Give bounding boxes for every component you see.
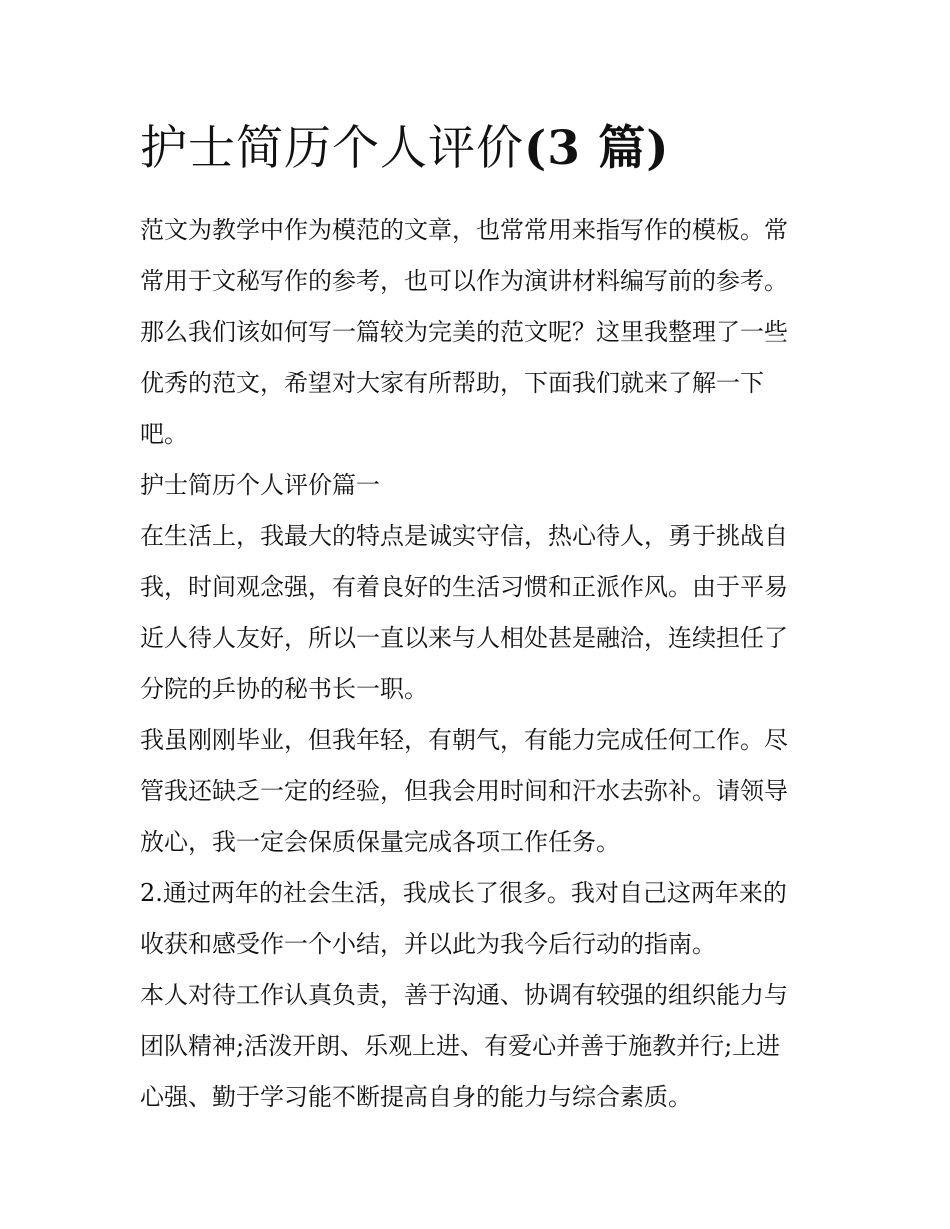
text-line: 收获和感受作一个小结，并以此为我今后行动的指南。	[140, 930, 716, 958]
text-line: 在生活上，我最大的特点是诚实守信，热心待人，勇于挑战自	[140, 522, 788, 550]
text-line: 常用于文秘写作的参考，也可以作为演讲材料编写前的参考。	[140, 267, 788, 295]
text-line: 心强、勤于学习能不断提高自身的能力与综合素质。	[140, 1083, 692, 1111]
document-body	[140, 205, 820, 1123]
text-line: 放心，我一定会保质保量完成各项工作任务。	[140, 828, 620, 856]
text-line: 我，时间观念强，有着良好的生活习惯和正派作风。由于平易	[140, 573, 788, 601]
text-line: 本人对待工作认真负责，善于沟通、协调有较强的组织能力与	[140, 981, 788, 1009]
text-line: 2.通过两年的社会生活，我成长了很多。我对自己这两年来的	[140, 879, 787, 907]
text-line: 近人待人友好，所以一直以来与人相处甚是融洽，连续担任了	[140, 624, 788, 652]
page-title	[140, 118, 820, 180]
section-heading: 护士简历个人评价篇一	[140, 471, 380, 499]
title-text: 护士简历个人评价	[140, 121, 524, 176]
text-line: 范文为教学中作为模范的文章，也常常用来指写作的模板。常	[140, 216, 788, 244]
document-page	[140, 118, 820, 1123]
text-line: 我虽刚刚毕业，但我年轻，有朝气，有能力完成任何工作。尽	[140, 726, 788, 754]
text-line: 那么我们该如何写一篇较为完美的范文呢？这里我整理了一些	[140, 318, 788, 346]
text-line: 团队精神;活泼开朗、乐观上进、有爱心并善于施教并行;上进	[140, 1032, 781, 1060]
text-line: 吧。	[140, 420, 188, 448]
text-line: 分院的乒协的秘书长一职。	[140, 675, 428, 703]
text-line: 管我还缺乏一定的经验，但我会用时间和汗水去弥补。请领导	[140, 777, 788, 805]
title-count: (3 篇)	[524, 121, 670, 176]
text-line: 优秀的范文，希望对大家有所帮助，下面我们就来了解一下	[140, 369, 764, 397]
